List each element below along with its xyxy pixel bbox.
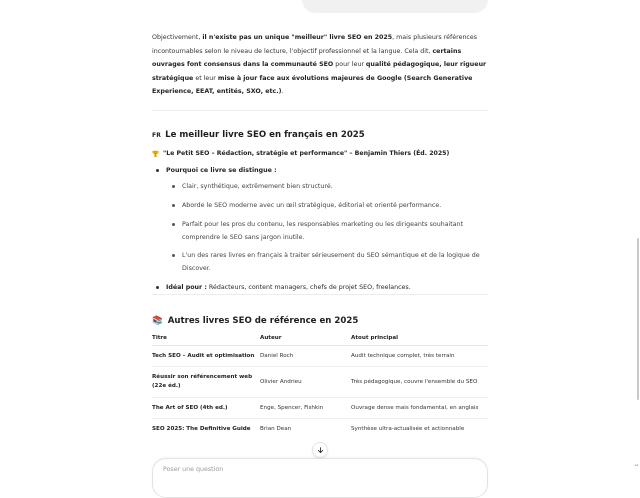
list-item: Parfait pour les pros du contenu, les responsables marketing ou les dirigeants souhaitant comprendre le SEO sans jargon inutile. [166,218,488,244]
table-cell: Brian Dean [260,425,292,432]
section-heading-references [152,316,358,326]
column-header: Atout principal [351,331,488,346]
book-title: "Le Petit SEO – Rédaction, stratégie et performance" – Benjamin Thiers (Éd. 2025) [163,150,450,157]
book-details-list [152,164,488,294]
list-item: Clair, synthétique, extrêmement bien structuré. [166,180,488,193]
question-composer[interactable] [152,458,488,498]
intro-text: et leur [193,74,218,82]
recommended-book [152,150,449,157]
table-cell: Tech SEO – Audit et optimisation [152,346,260,367]
table-cell: Ouvrage dense mais fondamental, en anglais [351,398,488,419]
table-cell: Synthèse ultra-actualisée et actionnable [351,425,465,432]
intro-bold: certains ouvrages font consensus dans la communauté SEO [152,47,462,68]
table-header-row [152,331,488,346]
list-item: Aborde le SEO moderne avec un œil stratégique, éditorial et orienté performance. [166,199,488,212]
list-item: L'un des rares livres en français à traiter sérieusement du SEO sémantique et de la logique de Discover. [166,249,488,275]
column-header: Auteur [260,331,351,346]
table-cell: SEO 2025: The Definitive Guide [152,425,251,432]
section-divider [152,294,488,295]
column-header: Titre [152,331,260,346]
section-heading-text: Autres livres SEO de référence en 2025 [167,316,359,326]
table-cell: Daniel Roch [260,346,351,367]
table-cell: Audit technique complet, très terrain [351,346,488,367]
trophy-icon [152,150,159,157]
intro-paragraph [152,31,488,99]
table-cell: Enge, Spencer, Fishkin [260,398,351,419]
ideal-text: Rédacteurs, content managers, chefs de projet SEO, freelances. [206,284,411,292]
scroll-to-bottom-button[interactable] [312,442,328,458]
intro-bold: il n'existe pas un unique "meilleur" livre SEO en 2025 [202,34,393,41]
table-row [152,346,488,367]
previous-user-message-bubble [302,0,488,13]
table-cell: Réussir son référencement web (22e éd.) [152,367,260,398]
table-cell: Très pédagogique, couvre l'ensemble du SEO [351,367,488,398]
section-heading-text: Le meilleur livre SEO en français en 2025 [165,130,365,140]
books-icon: 📚 [152,316,163,326]
list-item [152,164,488,275]
table-row [152,398,488,419]
intro-bold: mise à jour face aux évolutions majeures de Google (Search Generative Experience, EEAT, entités, SXO, etc.) [152,74,473,95]
section-divider [152,110,488,111]
table-cell: The Art of SEO (4th ed.) [152,398,260,419]
intro-text: Objectivement, [152,34,203,41]
scrollbar-thumb[interactable] [637,238,639,400]
page-scrollbar[interactable] [636,0,640,480]
list-item [152,281,488,294]
arrow-down-icon [317,447,324,454]
resize-handle-icon: •• [634,463,638,469]
table-row [152,419,488,440]
intro-text: . [281,88,284,95]
ideal-label: Idéal pour : [166,284,207,292]
reasons-list [166,180,488,275]
table-cell: Olivier Andrieu [260,367,351,398]
section-heading-fr [152,130,365,140]
intro-text: , mais plusieurs références incontournables selon le niveau de lecture, l'objectif professionnel et la langue. Cela dit, [152,34,478,55]
question-input[interactable] [161,465,465,474]
table-row [152,367,488,398]
intro-bold: qualité pédagogique, leur rigueur stratégique [152,61,487,82]
why-label: Pourquoi ce livre se distingue : [166,167,277,174]
reference-books-table [152,331,488,439]
fr-flag-icon: FR [152,131,162,139]
intro-text: pour leur [333,61,366,68]
